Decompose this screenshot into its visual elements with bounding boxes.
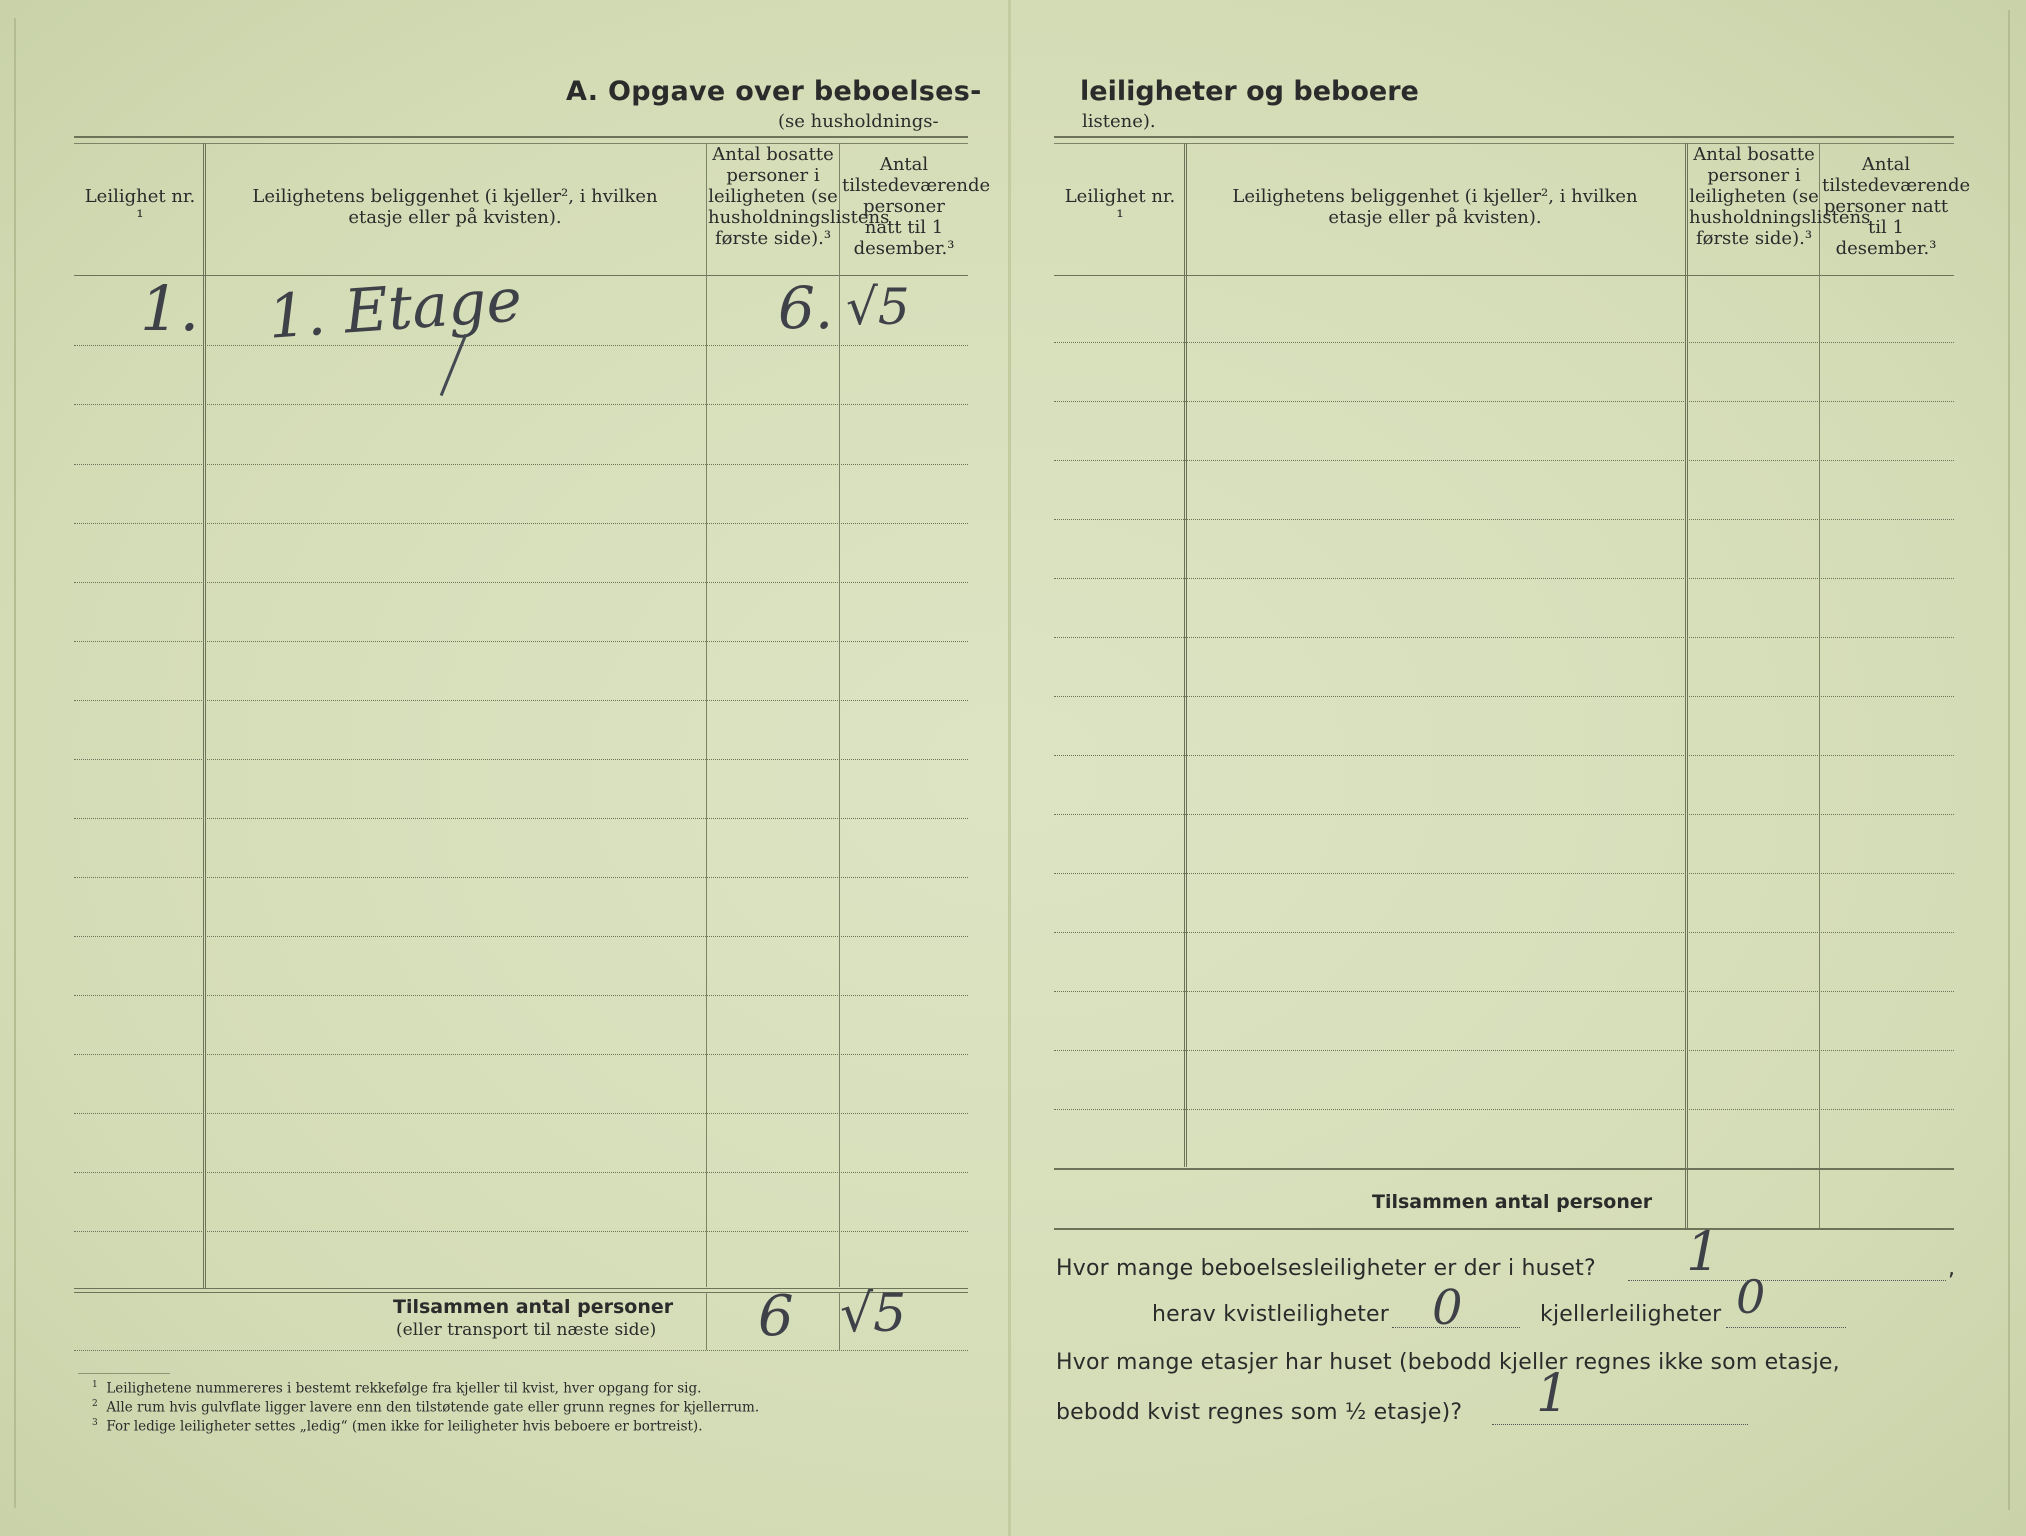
column-header-apartment: Leilighet nr. ¹ (84, 186, 196, 228)
footnote: $^1$ Leilighetene nummereres i bestemt rekkefølge fra kjeller til kvist, hver opgang for sig. (92, 1380, 702, 1397)
row-residents: 6. (778, 274, 834, 342)
header-bottom-rule (74, 275, 968, 276)
total-present: √5 (840, 1284, 907, 1344)
table-row-rule (1054, 1050, 1954, 1051)
answer-line (1628, 1280, 1946, 1281)
answer-line (1492, 1424, 1748, 1425)
answer-line (1726, 1327, 1846, 1328)
total-label: Tilsammen antal personer (1372, 1191, 1653, 1213)
column-header-location: Leilighetens beliggenhet (i kjeller², i hvilken etasje eller på kvisten). (1232, 186, 1638, 228)
question-attic: herav kvistleiligheter (1152, 1302, 1390, 1327)
column-divider (839, 143, 840, 1287)
page-edge (2008, 10, 2010, 1510)
right-title: leiligheter og beboere (1080, 76, 1419, 107)
column-divider (706, 1292, 707, 1350)
total-label: Tilsammen antal personer (393, 1296, 674, 1318)
total-top-rule (74, 1292, 968, 1293)
table-row-rule (74, 641, 968, 642)
table-row-rule (1054, 460, 1954, 461)
question-floors-cont: bebodd kvist regnes som ½ etasje)? (1056, 1400, 1463, 1425)
column-divider (706, 143, 707, 1287)
total-sublabel: (eller transport til næste side) (396, 1320, 657, 1340)
column-divider (1184, 143, 1187, 1167)
question-floors: Hvor mange etasjer har huset (bebodd kjeller regnes ikke som etasje, (1056, 1350, 1840, 1375)
total-bottom-rule (74, 1350, 968, 1351)
right-subtitle: listene). (1082, 111, 1156, 132)
column-header-residents: Antal bosatte personer i leiligheten (se husholdningslistens første side).³ (708, 144, 890, 249)
table-top-rule (1054, 136, 1954, 138)
page-fold (1008, 0, 1011, 1536)
question-apartments: Hvor mange beboelsesleiligheter er der i huset? (1056, 1256, 1596, 1281)
table-row-rule (74, 582, 968, 583)
row-apartment-number: 1. (140, 272, 200, 345)
answer-apartments: 1 (1686, 1220, 1721, 1283)
table-row-rule (1054, 814, 1954, 815)
question-comma: , (1948, 1256, 1956, 1281)
total-top-rule (74, 1288, 968, 1289)
table-row-rule (74, 936, 968, 937)
footnote: $^3$ For ledige leiligheter settes „ledig“ (men ikke for leiligheter hvis beboere er bortreist). (92, 1418, 703, 1435)
table-top-rule (74, 136, 968, 138)
table-row-rule (1054, 755, 1954, 756)
table-row-rule (74, 1054, 968, 1055)
table-row-rule (74, 759, 968, 760)
table-row-rule (74, 818, 968, 819)
table-row-rule (1054, 696, 1954, 697)
page-edge (14, 18, 16, 1508)
table-row-rule (1054, 401, 1954, 402)
table-row-rule (74, 700, 968, 701)
column-header-present: Antal tilstedeværende personer natt til 1 desember.³ (842, 154, 991, 259)
table-row-rule (1054, 578, 1954, 579)
left-title: A. Opgave over beboelses- (566, 76, 982, 107)
table-row-rule (1054, 1109, 1954, 1110)
left-subtitle: (se husholdnings- (778, 111, 939, 132)
column-divider (1685, 143, 1688, 1230)
table-row-rule (1054, 991, 1954, 992)
answer-basement: 0 (1736, 1270, 1766, 1324)
total-bottom-rule (1054, 1228, 1954, 1230)
table-row-rule (74, 523, 968, 524)
column-divider (203, 143, 206, 1288)
table-row-rule (1054, 873, 1954, 874)
total-residents: 6 (758, 1284, 794, 1349)
table-row-rule (74, 995, 968, 996)
row-location: 1. Etage (265, 265, 525, 353)
answer-floors: 1 (1536, 1364, 1570, 1424)
column-header-residents: Antal bosatte personer i leiligheten (se husholdningslistens første side).³ (1689, 144, 1871, 249)
table-row-rule (74, 345, 968, 346)
total-top-rule (1054, 1168, 1954, 1170)
row-present: √5 (846, 278, 910, 336)
column-header-apartment: Leilighet nr. ¹ (1064, 186, 1176, 228)
table-row-rule (74, 877, 968, 878)
table-row-rule (1054, 932, 1954, 933)
question-basement: kjellerleiligheter (1540, 1302, 1722, 1327)
column-header-location: Leilighetens beliggenhet (i kjeller², i hvilken etasje eller på kvisten). (252, 186, 658, 228)
table-row-rule (1054, 637, 1954, 638)
table-row-rule (74, 1231, 968, 1232)
table-row-rule (74, 1172, 968, 1173)
pen-stroke (440, 334, 468, 396)
table-row-rule (1054, 519, 1954, 520)
answer-attic: 0 (1432, 1280, 1463, 1336)
table-row-rule (74, 1113, 968, 1114)
footnote-separator (78, 1373, 170, 1374)
table-row-rule (74, 404, 968, 405)
column-divider (1819, 143, 1820, 1230)
table-row-rule (74, 464, 968, 465)
table-row-rule (1054, 342, 1954, 343)
column-header-present: Antal tilstedeværende personer natt til 1 desember.³ (1822, 154, 1971, 259)
footnote: $^2$ Alle rum hvis gulvflate ligger lavere enn den tilstøtende gate eller grunn regnes for kjellerrum. (92, 1399, 760, 1416)
